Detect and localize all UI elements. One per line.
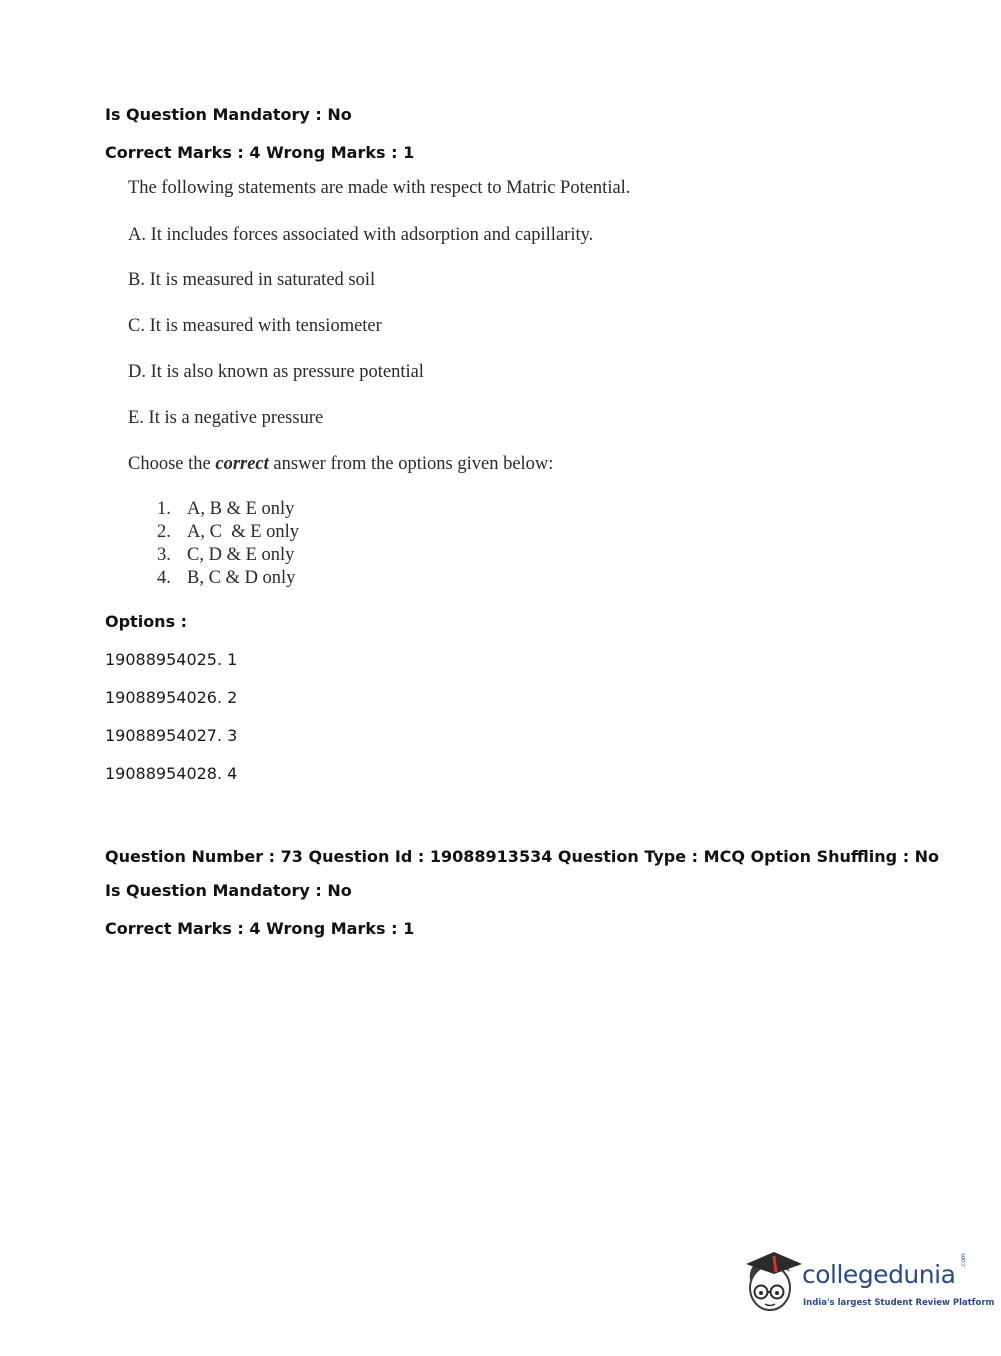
option-item: 19088954027. 3 [105,726,238,745]
option-item: 19088954028. 4 [105,764,238,783]
choice-text: C, D & E only [187,545,295,565]
answer-choice [157,521,299,544]
option-item: 19088954025. 1 [105,650,238,669]
choose-instruction [128,454,553,475]
choice-text: A, B & E only [187,499,295,519]
answer-choice-list [157,498,299,590]
answer-choice [157,567,299,590]
choice-number: 1. [157,499,171,519]
statement-c: C. It is measured with tensiometer [128,316,382,336]
statement-e: E. It is a negative pressure [128,408,324,428]
choice-number: 2. [157,522,171,542]
collegedunia-logo [742,1250,995,1320]
choice-number: 3. [157,545,171,565]
logo-wordmark: collegedunia [802,1260,956,1289]
question-intro: The following statements are made with respect to Matric Potential. [128,178,631,198]
statement-d: D. It is also known as pressure potential [128,362,424,382]
marks-info: Correct Marks : 4 Wrong Marks : 1 [105,919,415,938]
choice-text: A, C & E only [187,522,300,542]
choose-emphasis: correct [215,454,269,474]
choose-prefix: Choose the [128,454,216,474]
options-heading: Options : [105,612,188,631]
logo-tagline: India's largest Student Review Platform [803,1298,995,1308]
statement-a: A. It includes forces associated with adsorption and capillarity. [128,225,594,245]
is-question-mandatory: Is Question Mandatory : No [105,881,352,900]
choice-text: B, C & D only [187,568,296,588]
question-header: Question Number : 73 Question Id : 19088913534 Question Type : MCQ Option Shuffling : No [105,847,940,866]
statement-b: B. It is measured in saturated soil [128,270,376,290]
marks-info: Correct Marks : 4 Wrong Marks : 1 [105,143,415,162]
is-question-mandatory: Is Question Mandatory : No [105,105,352,124]
mascot-graduation-cap-icon [742,1250,804,1320]
answer-choice [157,498,299,521]
option-item: 19088954026. 2 [105,688,238,707]
choice-number: 4. [157,568,171,588]
answer-choice [157,544,299,567]
choose-suffix: answer from the options given below: [268,454,554,474]
logo-dotcom: .com [960,1253,967,1268]
